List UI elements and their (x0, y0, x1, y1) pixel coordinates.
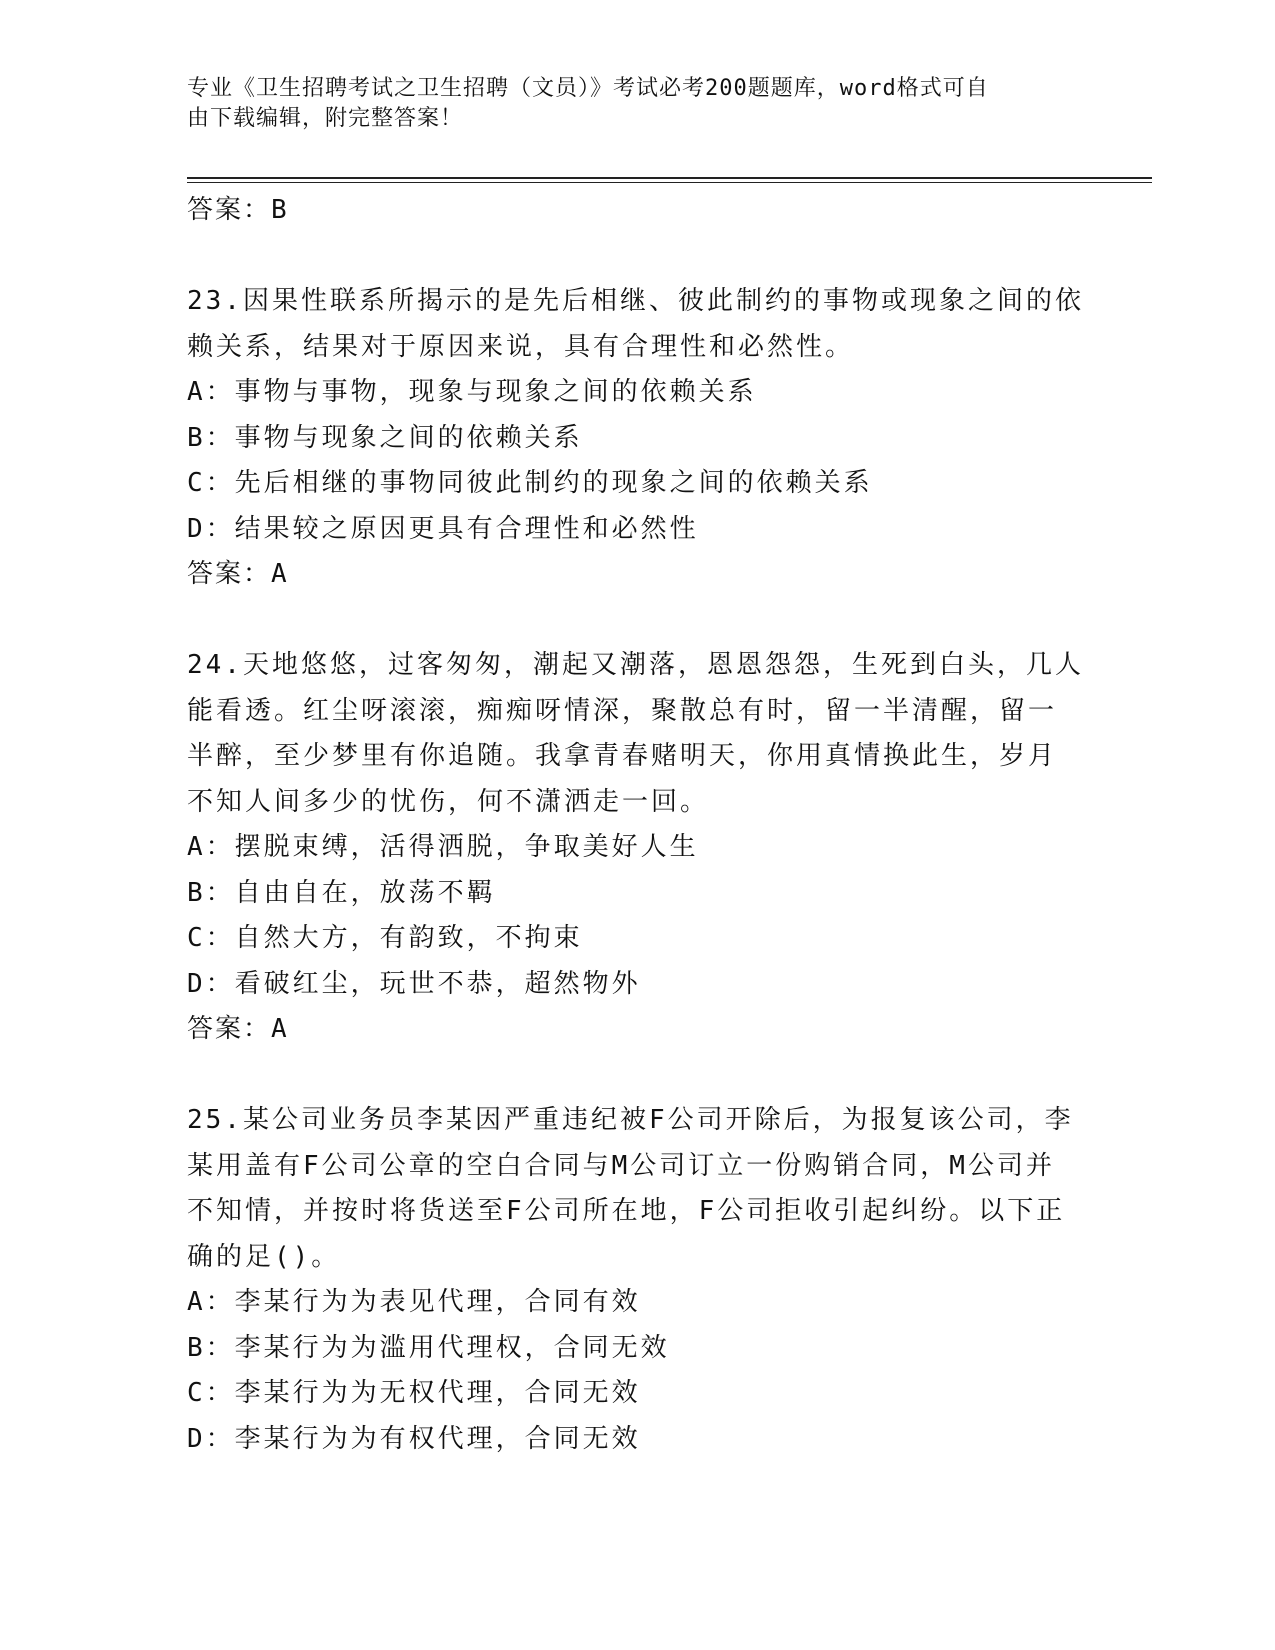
question-24-answer: 答案：A (187, 1014, 289, 1044)
question-25-option-b: B：李某行为为滥用代理权，合同无效 (187, 1332, 670, 1363)
question-23-stem-line-2: 赖关系，结果对于原因来说，具有合理性和必然性。 (187, 331, 855, 362)
document-body (187, 188, 1087, 1462)
question-23-option-d: D：结果较之原因更具有合理性和必然性 (187, 513, 699, 544)
question-24 (187, 643, 1087, 1053)
question-25-stem-line-3: 不知情，并按时将货送至F公司所在地，F公司拒收引起纠纷。以下正 (187, 1196, 1066, 1226)
spacer (187, 234, 1087, 280)
question-25-option-a: A：李某行为为表见代理，合同有效 (187, 1287, 641, 1317)
question-23 (187, 279, 1087, 598)
header-rule-thin (187, 182, 1152, 183)
question-24-option-b: B：自由自在，放荡不羁 (187, 877, 496, 908)
question-25 (187, 1098, 1087, 1462)
header-rule-thick (187, 177, 1152, 179)
question-23-option-a: A：事物与事物，现象与现象之间的依赖关系 (187, 377, 757, 407)
question-24-stem-line-3: 半醉，至少梦里有你追随。我拿青春赌明天，你用真情换此生，岁月 (187, 741, 1058, 771)
spacer (187, 598, 1087, 644)
question-24-stem-line-1: 24.天地悠悠，过客匆匆，潮起又潮落，恩恩怨怨，生死到白头，几人 (187, 650, 1084, 680)
question-23-answer: 答案：A (187, 559, 289, 589)
header-line-1: 专业《卫生招聘考试之卫生招聘（文员）》考试必考200题题库，word格式可自 (187, 76, 989, 101)
question-25-stem-line-4: 确的足()。 (187, 1241, 341, 1272)
question-23-option-b: B：事物与现象之间的依赖关系 (187, 422, 583, 453)
question-24-stem-line-4: 不知人间多少的忧伤，何不潇洒走一回。 (187, 786, 710, 817)
question-23-option-c: C：先后相继的事物同彼此制约的现象之间的依赖关系 (187, 468, 873, 498)
question-24-option-a: A：摆脱束缚，活得洒脱，争取美好人生 (187, 832, 699, 862)
question-24-option-d: D：看破红尘，玩世不恭，超然物外 (187, 968, 641, 999)
question-24-option-c: C：自然大方，有韵致，不拘束 (187, 923, 583, 953)
question-24-stem-line-2: 能看透。红尘呀滚滚，痴痴呀情深，聚散总有时，留一半清醒，留一 (187, 695, 1058, 726)
previous-answer: 答案：B (187, 195, 289, 225)
question-25-option-c: C：李某行为为无权代理，合同无效 (187, 1378, 641, 1408)
question-23-stem-line-1: 23.因果性联系所揭示的是先后相继、彼此制约的事物或现象之间的依 (187, 286, 1084, 316)
question-25-stem-line-2: 某用盖有F公司公章的空白合同与M公司订立一份购销合同，M公司并 (187, 1150, 1055, 1181)
header-line-2: 由下载编辑，附完整答案！ (187, 106, 464, 131)
question-25-option-d: D：李某行为为有权代理，合同无效 (187, 1423, 641, 1454)
document-header (187, 74, 1067, 134)
question-25-stem-line-1: 25.某公司业务员李某因严重违纪被F公司开除后，为报复该公司，李 (187, 1105, 1074, 1135)
spacer (187, 1053, 1087, 1099)
